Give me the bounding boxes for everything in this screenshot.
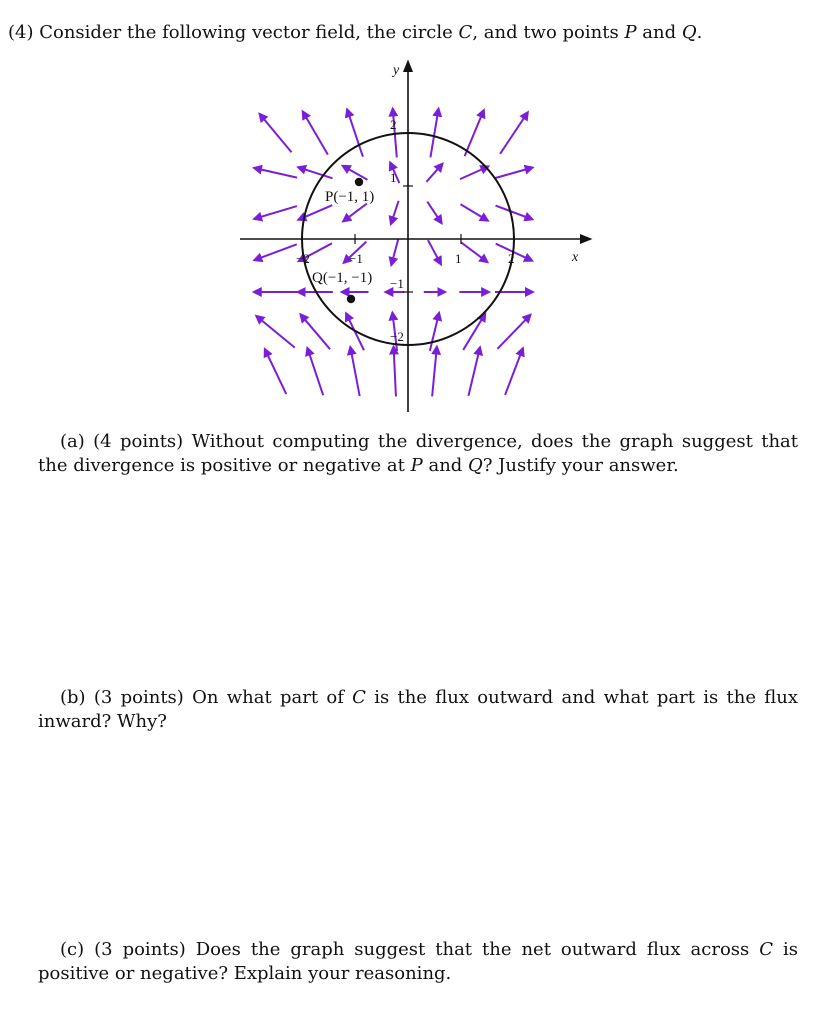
var-C: C <box>458 22 473 43</box>
x-tick-label: −1 <box>349 251 363 266</box>
part-a-var-P: P <box>410 455 423 476</box>
part-c-text-1: Does the graph suggest that the net outward flux across <box>185 939 760 960</box>
field-arrow <box>391 239 398 265</box>
field-arrow <box>343 166 368 180</box>
question-number: (4) <box>8 22 34 43</box>
x-tick-label: 2 <box>508 251 515 266</box>
y-tick-label: 2 <box>390 117 397 132</box>
y-tick-label: 1 <box>390 170 397 185</box>
y-axis-label: y <box>393 63 400 78</box>
part-b-text-1: On what part of <box>183 687 353 708</box>
x-axis-label: x <box>572 250 579 265</box>
field-arrow <box>430 109 438 158</box>
var-Q: Q <box>681 22 697 43</box>
field-arrow <box>432 347 437 397</box>
part-a-text-1: Without computing the divergence, does the graph suggest that the divergence is positive or negative at <box>38 431 798 476</box>
question-period: . <box>696 22 703 43</box>
field-arrow <box>427 202 441 224</box>
question-heading <box>8 20 702 46</box>
field-arrow <box>497 315 530 349</box>
field-arrow <box>391 201 399 224</box>
y-tick-label: −2 <box>390 329 404 344</box>
point-Q-dot <box>347 295 355 303</box>
field-arrow <box>461 242 488 262</box>
field-arrow <box>430 313 439 351</box>
part-b-label: (b) <box>60 687 86 708</box>
part-a-question <box>38 430 798 478</box>
x-tick-label: 1 <box>455 251 462 266</box>
point-P-dot <box>355 178 363 186</box>
question-text-and: and <box>636 22 682 43</box>
field-arrow <box>350 347 359 396</box>
field-arrow <box>496 206 533 220</box>
field-arrow <box>300 314 330 349</box>
field-arrow <box>461 204 488 220</box>
field-arrow <box>505 348 523 395</box>
field-arrow <box>256 316 295 348</box>
field-arrow <box>463 314 485 350</box>
part-a-label: (a) <box>60 431 85 452</box>
part-c-text-2: is positive or negative? Explain your reasoning. <box>38 939 798 984</box>
part-a-var-Q: Q <box>468 455 483 476</box>
field-arrow <box>500 112 528 154</box>
part-b-var-C: C <box>352 687 366 708</box>
part-c-points: (3 points) <box>94 939 186 960</box>
y-tick-label: −1 <box>390 276 404 291</box>
part-a-text-2: ? Justify your answer. <box>482 455 679 476</box>
vector-field-figure <box>236 56 596 416</box>
question-text-2: , and two points <box>472 22 625 43</box>
field-arrow <box>428 240 441 264</box>
field-arrow <box>303 111 328 154</box>
question-text-1: Consider the following vector field, the circle <box>39 22 459 43</box>
field-arrow <box>460 166 488 179</box>
field-arrow <box>254 206 297 219</box>
field-arrow <box>259 114 291 152</box>
x-tick-label: −2 <box>296 251 310 266</box>
field-arrow <box>426 164 442 182</box>
part-c-question <box>38 938 798 986</box>
point-Q-label: Q(−1, −1) <box>312 270 373 286</box>
field-arrow <box>343 204 367 222</box>
part-c-var-C: C <box>759 939 774 960</box>
part-a-and: and <box>422 455 469 476</box>
part-b-question <box>38 686 798 734</box>
point-P-label: P(−1, 1) <box>325 189 375 205</box>
field-arrow <box>468 347 480 396</box>
part-b-points: (3 points) <box>93 687 184 708</box>
field-arrow <box>265 349 286 394</box>
part-a-points: (4 points) <box>93 431 184 452</box>
field-arrow <box>254 168 297 178</box>
part-b-text-2: is the flux outward and what part is the flux inward? Why? <box>38 687 798 732</box>
field-arrow <box>394 347 396 397</box>
field-arrow <box>307 348 323 395</box>
field-arrow <box>254 244 296 260</box>
part-c-label: (c) <box>60 939 85 960</box>
field-arrow <box>465 110 484 156</box>
field-arrow <box>495 167 532 178</box>
var-P: P <box>624 22 637 43</box>
